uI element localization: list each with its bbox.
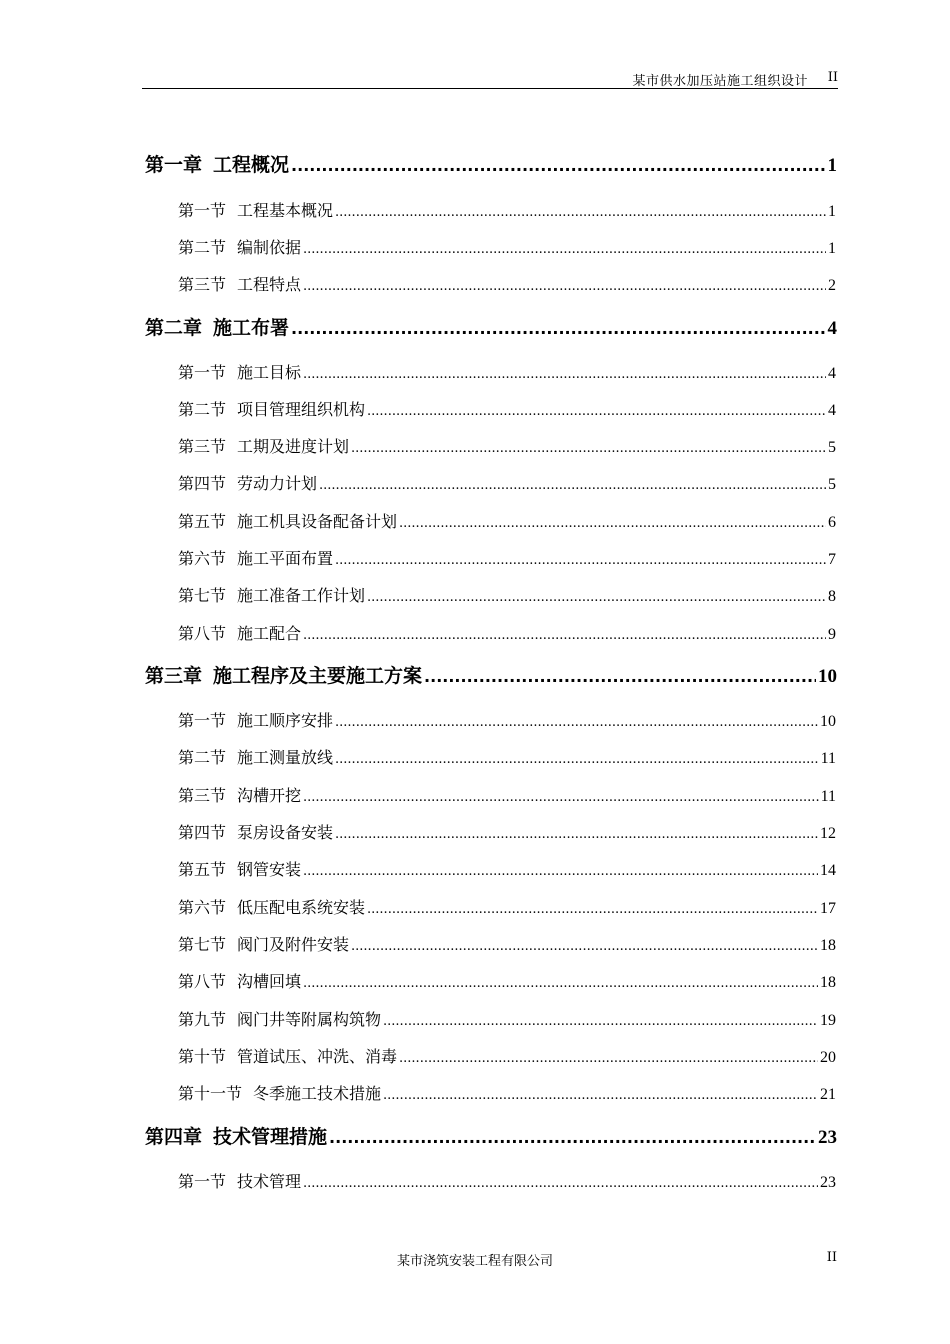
toc-dot-leader: [303, 367, 826, 382]
toc-section-entry[interactable]: [178, 621, 836, 644]
toc-entry-page: 8: [828, 588, 836, 605]
toc-section-entry[interactable]: [178, 583, 836, 606]
toc-entry-number: 第六节: [178, 898, 227, 917]
toc-section-entry[interactable]: [178, 509, 836, 532]
toc-entry-title: 工程特点: [237, 275, 302, 294]
toc-section-entry[interactable]: [178, 272, 836, 295]
toc-entry-page: 11: [820, 750, 836, 767]
toc-section-entry[interactable]: [178, 471, 836, 494]
toc-dot-leader: [303, 864, 818, 879]
toc-entry-number: 第五节: [178, 512, 227, 531]
toc-section-entry[interactable]: [178, 783, 836, 806]
toc-entry-number: 第一节: [178, 363, 227, 382]
toc-entry-title: 阀门及附件安装: [237, 935, 350, 954]
toc-entry-page: 10: [818, 666, 837, 687]
toc-chapter-entry[interactable]: [145, 313, 837, 340]
toc-section-entry[interactable]: [178, 1081, 836, 1104]
toc-entry-page: 1: [828, 203, 836, 220]
toc-dot-leader: [303, 976, 818, 991]
toc-section-entry[interactable]: [178, 932, 836, 955]
toc-entry-title: 沟槽回填: [237, 972, 302, 991]
toc-dot-leader: [303, 279, 826, 294]
toc-entry-number: 第一章: [145, 154, 203, 176]
toc-entry-title: 技术管理: [237, 1172, 302, 1191]
toc-entry-page: 9: [828, 626, 836, 643]
toc-entry-number: 第七节: [178, 586, 227, 605]
toc-entry-number: 第一节: [178, 711, 227, 730]
toc-entry-page: 23: [818, 1127, 837, 1148]
toc-section-entry[interactable]: [178, 1044, 836, 1067]
toc-section-entry[interactable]: [178, 820, 836, 843]
toc-entry-title: 沟槽开挖: [237, 786, 302, 805]
toc-entry-title: 施工平面布置: [237, 549, 334, 568]
toc-entry-page: 7: [828, 551, 836, 568]
toc-section-entry[interactable]: [178, 360, 836, 383]
toc-dot-leader: [383, 1088, 818, 1103]
toc-dot-leader: [351, 441, 826, 456]
toc-entry-number: 第三节: [178, 786, 227, 805]
toc-entry-number: 第四节: [178, 474, 227, 493]
toc-entry-page: 4: [827, 318, 837, 339]
toc-entry-page: 5: [828, 476, 836, 493]
toc-section-entry[interactable]: [178, 1007, 836, 1030]
toc-entry-number: 第二节: [178, 238, 227, 257]
footer-company: 某市浇筑安装工程有限公司: [396, 1254, 553, 1269]
toc-entry-title: 劳动力计划: [237, 474, 318, 493]
toc-dot-leader: [351, 939, 818, 954]
toc-dot-leader: [335, 205, 826, 220]
toc-entry-page: 12: [820, 825, 836, 842]
toc-dot-leader: [424, 667, 816, 686]
toc-entry-page: 4: [828, 402, 836, 419]
toc-entry-title: 工期及进度计划: [237, 437, 350, 456]
toc-entry-title: 施工布署: [213, 317, 290, 339]
toc-entry-title: 施工顺序安排: [237, 711, 334, 730]
toc-dot-leader: [303, 790, 819, 805]
toc-dot-leader: [383, 1014, 818, 1029]
toc-entry-title: 管道试压、冲洗、消毒: [237, 1047, 398, 1066]
toc-entry-number: 第五节: [178, 860, 227, 879]
toc-entry-number: 第二节: [178, 400, 227, 419]
toc-dot-leader: [303, 242, 826, 257]
toc-chapter-entry[interactable]: [145, 661, 837, 688]
toc-entry-title: 泵房设备安装: [237, 823, 334, 842]
toc-section-entry[interactable]: [178, 434, 836, 457]
toc-entry-title: 工程概况: [213, 154, 290, 176]
toc-entry-number: 第一节: [178, 1172, 227, 1191]
toc-entry-number: 第十一节: [178, 1084, 243, 1103]
toc-dot-leader: [303, 628, 826, 643]
toc-section-entry[interactable]: [178, 745, 836, 768]
toc-dot-leader: [399, 516, 826, 531]
toc-dot-leader: [303, 1176, 818, 1191]
toc-entry-page: 20: [820, 1049, 836, 1066]
toc-entry-number: 第八节: [178, 624, 227, 643]
toc-entry-number: 第十节: [178, 1047, 227, 1066]
toc-entry-number: 第三节: [178, 437, 227, 456]
toc-entry-page: 14: [820, 862, 836, 879]
toc-entry-page: 19: [820, 1012, 836, 1029]
toc-entry-number: 第三章: [145, 665, 203, 687]
toc-dot-leader: [335, 553, 826, 568]
toc-entry-number: 第六节: [178, 549, 227, 568]
toc-entry-title: 施工机具设备配备计划: [237, 512, 398, 531]
toc-chapter-entry[interactable]: [145, 150, 837, 177]
toc-section-entry[interactable]: [178, 235, 836, 258]
toc-entry-title: 阀门井等附属构筑物: [237, 1010, 382, 1029]
toc-entry-title: 施工测量放线: [237, 748, 334, 767]
toc-entry-number: 第九节: [178, 1010, 227, 1029]
toc-entry-title: 施工配合: [237, 624, 302, 643]
toc-section-entry[interactable]: [178, 895, 836, 918]
toc-section-entry[interactable]: [178, 857, 836, 880]
toc-entry-title: 施工目标: [237, 363, 302, 382]
toc-dot-leader: [329, 1128, 816, 1147]
toc-dot-leader: [367, 590, 826, 605]
toc-section-entry[interactable]: [178, 198, 836, 221]
toc-entry-page: 2: [828, 277, 836, 294]
toc-entry-title: 施工准备工作计划: [237, 586, 366, 605]
toc-entry-number: 第八节: [178, 972, 227, 991]
toc-entry-number: 第二章: [145, 317, 203, 339]
toc-section-entry[interactable]: [178, 969, 836, 992]
toc-dot-leader: [367, 404, 826, 419]
toc-entry-title: 钢管安装: [237, 860, 302, 879]
toc-section-entry[interactable]: [178, 708, 836, 731]
toc-entry-page: 6: [828, 514, 836, 531]
toc-entry-number: 第三节: [178, 275, 227, 294]
toc-entry-page: 17: [820, 900, 836, 917]
toc-dot-leader: [291, 319, 825, 338]
toc-dot-leader: [399, 1051, 818, 1066]
toc-entry-title: 技术管理措施: [213, 1126, 328, 1148]
toc-section-entry[interactable]: [178, 546, 836, 569]
toc-entry-page: 10: [820, 713, 836, 730]
toc-entry-title: 施工程序及主要施工方案: [213, 665, 423, 687]
toc-entry-page: 21: [820, 1086, 836, 1103]
toc-entry-page: 18: [820, 974, 836, 991]
toc-entry-page: 5: [828, 439, 836, 456]
toc-entry-number: 第四章: [145, 1126, 203, 1148]
toc-entry-title: 冬季施工技术措施: [253, 1084, 382, 1103]
toc-entry-page: 18: [820, 937, 836, 954]
header-title: 某市供水加压站施工组织设计: [632, 74, 808, 89]
toc-entry-page: 1: [827, 155, 837, 176]
toc-entry-title: 低压配电系统安装: [237, 898, 366, 917]
toc-section-entry[interactable]: [178, 397, 836, 420]
toc-entry-page: 4: [828, 365, 836, 382]
footer-page-number: II: [826, 1250, 837, 1265]
toc-section-entry[interactable]: [178, 1169, 836, 1192]
header-page-number: II: [827, 70, 838, 85]
toc-dot-leader: [335, 715, 818, 730]
toc-entry-number: 第一节: [178, 201, 227, 220]
toc-dot-leader: [367, 902, 818, 917]
toc-entry-number: 第七节: [178, 935, 227, 954]
toc-entry-number: 第二节: [178, 748, 227, 767]
toc-entry-title: 编制依据: [237, 238, 302, 257]
toc-dot-leader: [335, 827, 818, 842]
toc-entry-title: 工程基本概况: [237, 201, 334, 220]
toc-dot-leader: [335, 752, 819, 767]
toc-entry-number: 第四节: [178, 823, 227, 842]
toc-dot-leader: [319, 478, 826, 493]
toc-entry-page: 23: [820, 1174, 836, 1191]
toc-entry-page: 11: [820, 788, 836, 805]
toc-entry-title: 项目管理组织机构: [237, 400, 366, 419]
toc-dot-leader: [291, 156, 825, 175]
toc-chapter-entry[interactable]: [145, 1122, 837, 1149]
toc-entry-page: 1: [828, 240, 836, 257]
